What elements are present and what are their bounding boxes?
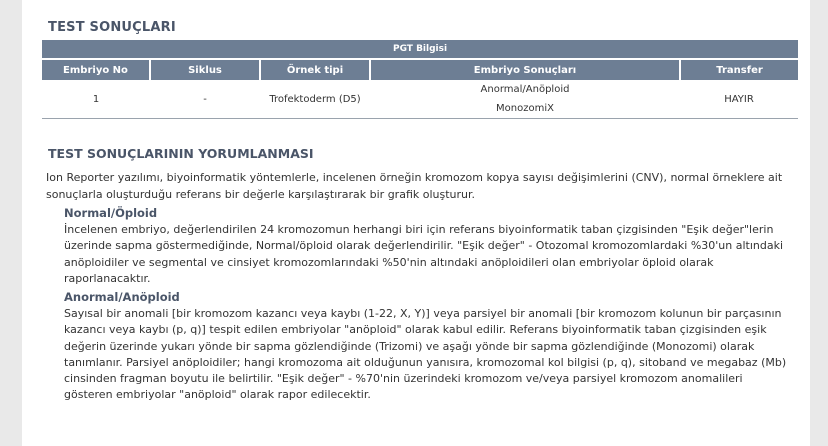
abnormal-aneuploid-text: Sayısal bir anomali [bir kromozom kazancı veya kaybı (1-22, X, Y)] veya parsiyel bir anomali [bir kromozom kolunun bir parçasının kazancı veya kaybı (p, q)] tespit edilen embriyolar "anöploid" olarak kabul edilir. Referans biyoinformatik taban çizgisinden eşik değerin üzerinde yukarı yönde bir sapma gözlendiğinde (Trizomi) ve aşağı yönde bir sapma gözlendiğinde (Monozomi) olarak tanımlanır. Parsiyel anöploidiler; hangi kromozoma ait olduğunun yanısıra, kromozomal kol bilgisi (p, q), sitoband ve megabaz (Mb) cinsinden fragman boyutu ile belirtilir. "Eşik değer" - %70'nin üzerindeki kromozom ve/veya parsiyel kromozom anomalileri gösteren embriyolar "anöploid" olarak rapor edilecektir. [64,307,787,402]
column-header-siklus: Siklus [150,59,260,80]
cell-siklus: - [150,80,260,119]
normal-euploid-title: Normal/Öploid [64,206,158,220]
pgt-results-table [42,40,798,119]
cell-transfer: HAYIR [680,80,798,119]
column-header-transfer: Transfer [680,59,798,80]
report-sheet [22,0,810,446]
result-line-1: Anormal/Anöploid [480,84,570,95]
table-row [42,80,798,119]
interpretation-title: TEST SONUÇLARININ YORUMLANMASI [48,146,314,161]
abnormal-aneuploid-title: Anormal/Anöploid [64,290,180,304]
table-caption: PGT Bilgisi [42,40,798,59]
column-header-sample-type: Örnek tipi [260,59,370,80]
result-line-2: MonozomiX [496,103,554,114]
column-header-embryo-no: Embriyo No [42,59,150,80]
page-title: TEST SONUÇLARI [48,20,176,35]
interpretation-intro: Ion Reporter yazılımı, biyoinformatik yöntemlerle, incelenen örneğin kromozom kopya sayısı değişimlerini (CNV), normal örneklere ait sonuçlarla oluşturduğu referans bir değerle karşılaştırarak bir grafik oluşturur. [46,171,783,201]
cell-embryo-results [370,80,680,119]
cell-sample-type: Trofektoderm (D5) [260,80,370,119]
cell-embryo-no: 1 [42,80,150,119]
column-header-embryo-results: Embriyo Sonuçları [370,59,680,80]
normal-euploid-text: İncelenen embriyo, değerlendirilen 24 kromozomun herhangi biri için referans biyoinformatik taban çizgisinden "Eşik değer"lerin üzerinde sapma göstermediğinde, Normal/öploid olarak değerlendirilir. "Eşik değer" - Otozomal kromozomlardaki %30'un altındaki anöploidiler ve segmental ve cinsiyet kromozomlarındaki %50'nin altındaki anöploidileri olan embriyolar öploid olarak raporlanacaktır. [64,223,784,285]
